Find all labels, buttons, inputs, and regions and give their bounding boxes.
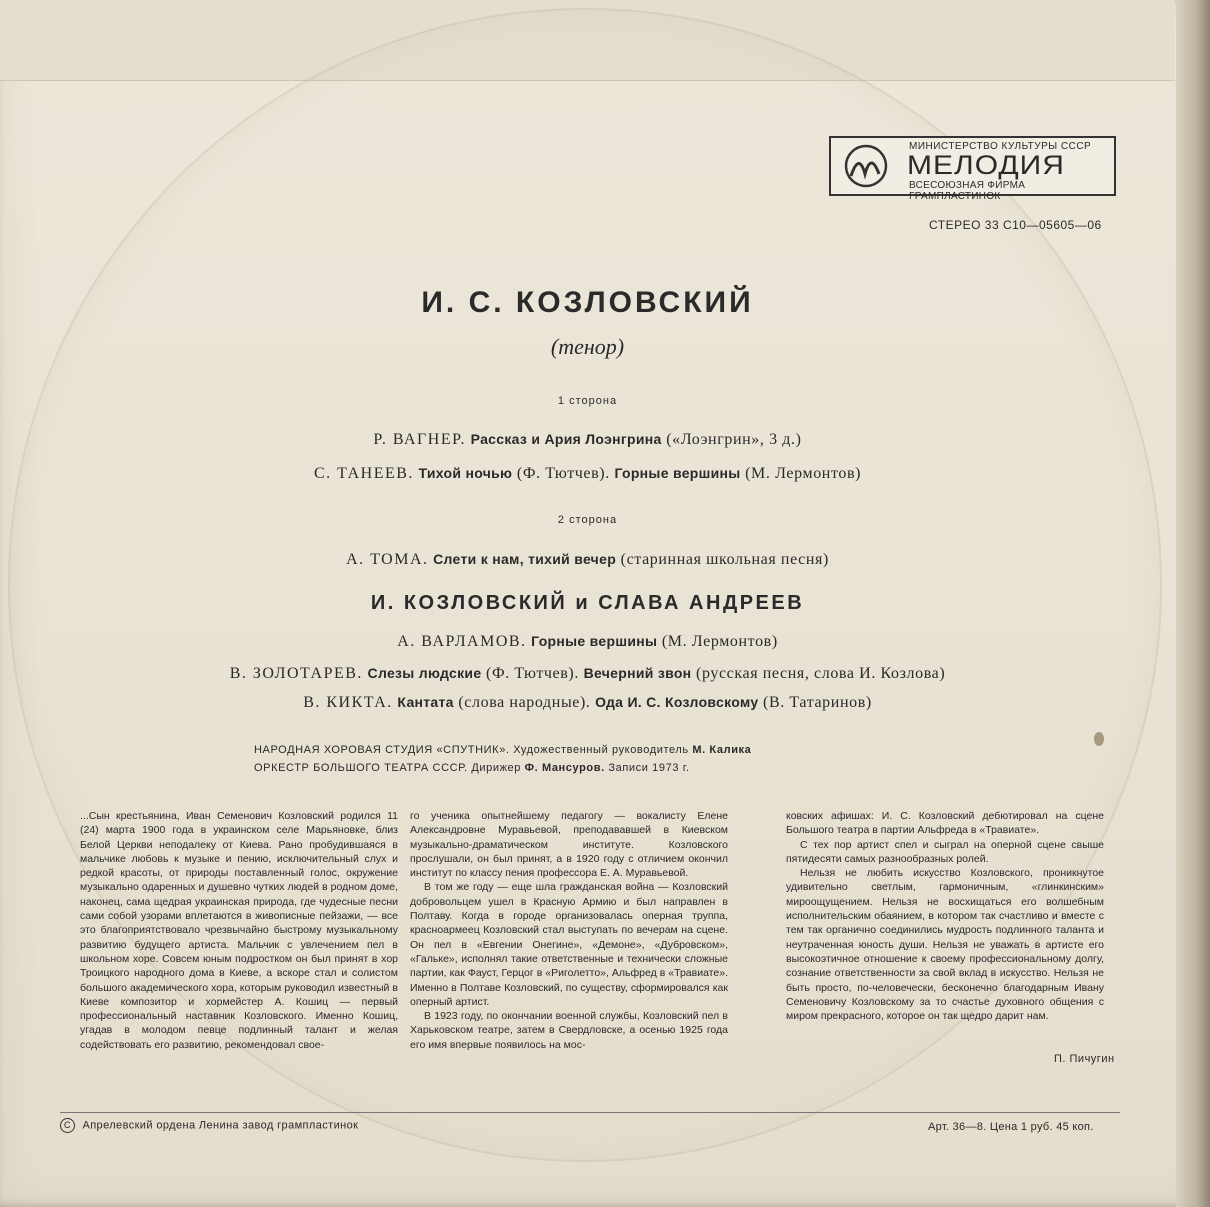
duet-heading: И. КОЗЛОВСКИЙ и СЛАВА АНДРЕЕВ <box>370 592 805 614</box>
track-note-2: (русская песня, слова И. Козлова) <box>696 665 946 682</box>
track-side2-duet-1 <box>0 633 1175 651</box>
artist-voice: (тенор) <box>550 334 625 359</box>
track-note: (Ф. Тютчев). <box>486 665 579 682</box>
track-title-2: Ода И. С. Козловскому <box>595 694 759 710</box>
sleeve-stain <box>1094 732 1104 746</box>
catalog-number: СТЕРЕО 33 С10—05605—06 <box>929 218 1102 232</box>
credit-recording-year: Записи 1973 г. <box>608 762 690 774</box>
essay-column-3 <box>786 809 1104 1023</box>
logo-firm-text: ВСЕСОЮЗНАЯ ФИРМА ГРАМПЛАСТИНОК <box>909 180 1026 202</box>
copyright-icon: С <box>60 1118 75 1133</box>
logo-brand-name: МЕЛОДИЯ <box>907 150 1065 181</box>
track-composer: В. КИКТА. <box>303 694 393 711</box>
essay-signature: П. Пичугин <box>1054 1053 1115 1065</box>
track-note: (слова народные). <box>458 694 591 711</box>
track-composer: В. ЗОЛОТАРЕВ. <box>229 665 363 682</box>
track-title: Рассказ и Ария Лоэнгрина <box>470 431 662 447</box>
track-side1-2 <box>0 465 1175 483</box>
manufacturer-name: Апрелевский ордена Ленина завод грампластинок <box>82 1119 359 1132</box>
essay-paragraph: ...Сын крестьянина, Иван Семенович Козловский родился 11 (24) марта 1900 года в украинском селе Марьяновке, близ Белой Церкви неподалеку от Киева. Рано пробудившаяся в мальчике любовь к музыке и пению, исключительный слух и редкой красоты, от природы поставленный голос, окружение музыкально одаренных и душевно чутких людей в родном доме, наконец, сама щедрая украинская природа, где чудесные песни сами собой узорами вплетаются в живописные пейзажи, — все это благоприятствовало чрезвычайно быстрому музыкальному развитию будущего артиста. Мальчик с увлечением пел в школьном хоре. Совсем юным подростком он был принят в хор Троицкого народного дома в Киеве, а вскоре стал и солистом большого академического хора, которым руководил известный в Киеве композитор и хормейстер А. Кошиц — первый профессиональный наставник Козловского. Именно Кошиц, угадав в молодом певце подлинный талант и желая содействовать его развитию, рекомендовал свое- <box>80 810 398 1051</box>
track-note: (старинная школьная песня) <box>620 551 829 568</box>
track-side2-duet-3 <box>0 694 1175 712</box>
track-title: Слезы людские <box>367 665 482 681</box>
essay-paragraph: С тех пор артист спел и сыграл на оперной сцене свыше пятидесяти самых разнообразных ролей. <box>786 838 1104 865</box>
track-title: Слети к нам, тихий вечер <box>433 551 617 567</box>
track-title-2: Горные вершины <box>614 465 741 481</box>
track-title: Горные вершины <box>531 633 658 649</box>
track-note-2: (В. Татаринов) <box>763 694 872 711</box>
essay-paragraph: Нельзя не любить искусство Козловского, проникнутое удивительно светлым, гармоничным, «глинкинским» мироощущением. Нельзя не восхищаться его волшебным исполнительским обаянием, в котором так счастливо и вместе с тем так органично соединились мудрость подлинного таланта и неутраченная юность души. Нельзя не уважать в артисте его высокоэтичное отношение к своему профессиональному долгу, сознание ответственности за свой вклад в искусство. Нельзя не быть просто, по-человечески, бесконечно благодарным Ивану Семеновичу Козловскому за то счастье духовного общения с миром прекрасного, которое он так щедро дарит нам. <box>786 867 1104 1023</box>
track-title: Тихой ночью <box>418 465 513 481</box>
credit-choir-text: НАРОДНАЯ ХОРОВАЯ СТУДИЯ «СПУТНИК». Художественный руководитель <box>254 744 689 756</box>
melodiya-logo <box>829 136 1116 202</box>
essay-paragraph: ковских афишах: И. С. Козловский дебютировал на сцене Большого театра в партии Альфреда в «Травиате». <box>786 810 1104 837</box>
track-composer: Р. ВАГНЕР. <box>373 431 467 448</box>
footer-manufacturer <box>60 1118 358 1133</box>
credit-orchestra-text: ОРКЕСТР БОЛЬШОГО ТЕАТРА СССР. Дирижер <box>254 762 521 774</box>
track-composer: А. ВАРЛАМОВ. <box>397 633 527 650</box>
side-1-label: 1 сторона <box>557 395 618 407</box>
track-note: (М. Лермонтов) <box>661 633 778 650</box>
essay-column-2 <box>410 809 728 1052</box>
credit-conductor: Ф. Мансуров. <box>524 762 605 774</box>
side-2-label: 2 сторона <box>557 514 618 526</box>
credit-orchestra <box>254 762 994 774</box>
track-composer: А. ТОМА. <box>346 551 429 568</box>
track-title-2: Вечерний звон <box>583 665 692 681</box>
track-title: Кантата <box>397 694 454 710</box>
credit-choir-director: М. Калика <box>692 744 752 756</box>
essay-paragraph: В 1923 году, по окончании военной службы, Козловский пел в Харьковском театре, затем в Свердловске, а осенью 1925 года его имя впервые появилось на мос- <box>410 1010 728 1051</box>
melodiya-logo-icon <box>837 144 895 188</box>
track-note: (Ф. Тютчев). <box>516 465 610 482</box>
essay-column-1 <box>80 809 398 1052</box>
essay-paragraph: В том же году — еще шла гражданская война — Козловский добровольцем ушел в Красную Армию и был направлен в Полтаву. Когда в городе организовалась оперная труппа, красноармеец Козловский стал выступать по вечерам на сцене. Он пел в «Евгении Онегине», «Демоне», «Дубровском», «Гальке», исполнял такие ответственные и технически сложные партии, как Фауст, Герцог в «Риголетто», Альфред в «Травиате». Именно в Полтаве Козловский, по существу, сформировался как оперный артист. <box>410 881 728 1008</box>
sleeve-right-edge <box>1176 0 1210 1207</box>
footer-divider <box>60 1112 1120 1113</box>
track-composer: С. ТАНЕЕВ. <box>313 465 414 482</box>
track-side1-1 <box>0 431 1175 449</box>
essay-paragraph: го ученика опытнейшему педагогу — вокалисту Елене Александровне Муравьевой, преподававшей в Киевском музыкально-драматическом институте. Козловского прослушали, он был принят, а в 1920 году с отличием окончил институт по классу пения профессора Е. А. Муравьевой. <box>410 810 728 880</box>
footer-price: Арт. 36—8. Цена 1 руб. 45 коп. <box>928 1121 1094 1133</box>
credit-choir <box>254 744 994 756</box>
artist-name: И. С. КОЗЛОВСКИЙ <box>421 286 754 319</box>
track-note-2: (М. Лермонтов) <box>745 465 862 482</box>
track-side2-1 <box>0 551 1175 569</box>
track-note: («Лоэнгрин», 3 д.) <box>666 431 802 448</box>
logo-ministry-text: МИНИСТЕРСТВО КУЛЬТУРЫ СССР <box>909 141 1092 152</box>
sleeve-top-flap <box>0 0 1175 81</box>
track-side2-duet-2 <box>0 665 1175 683</box>
